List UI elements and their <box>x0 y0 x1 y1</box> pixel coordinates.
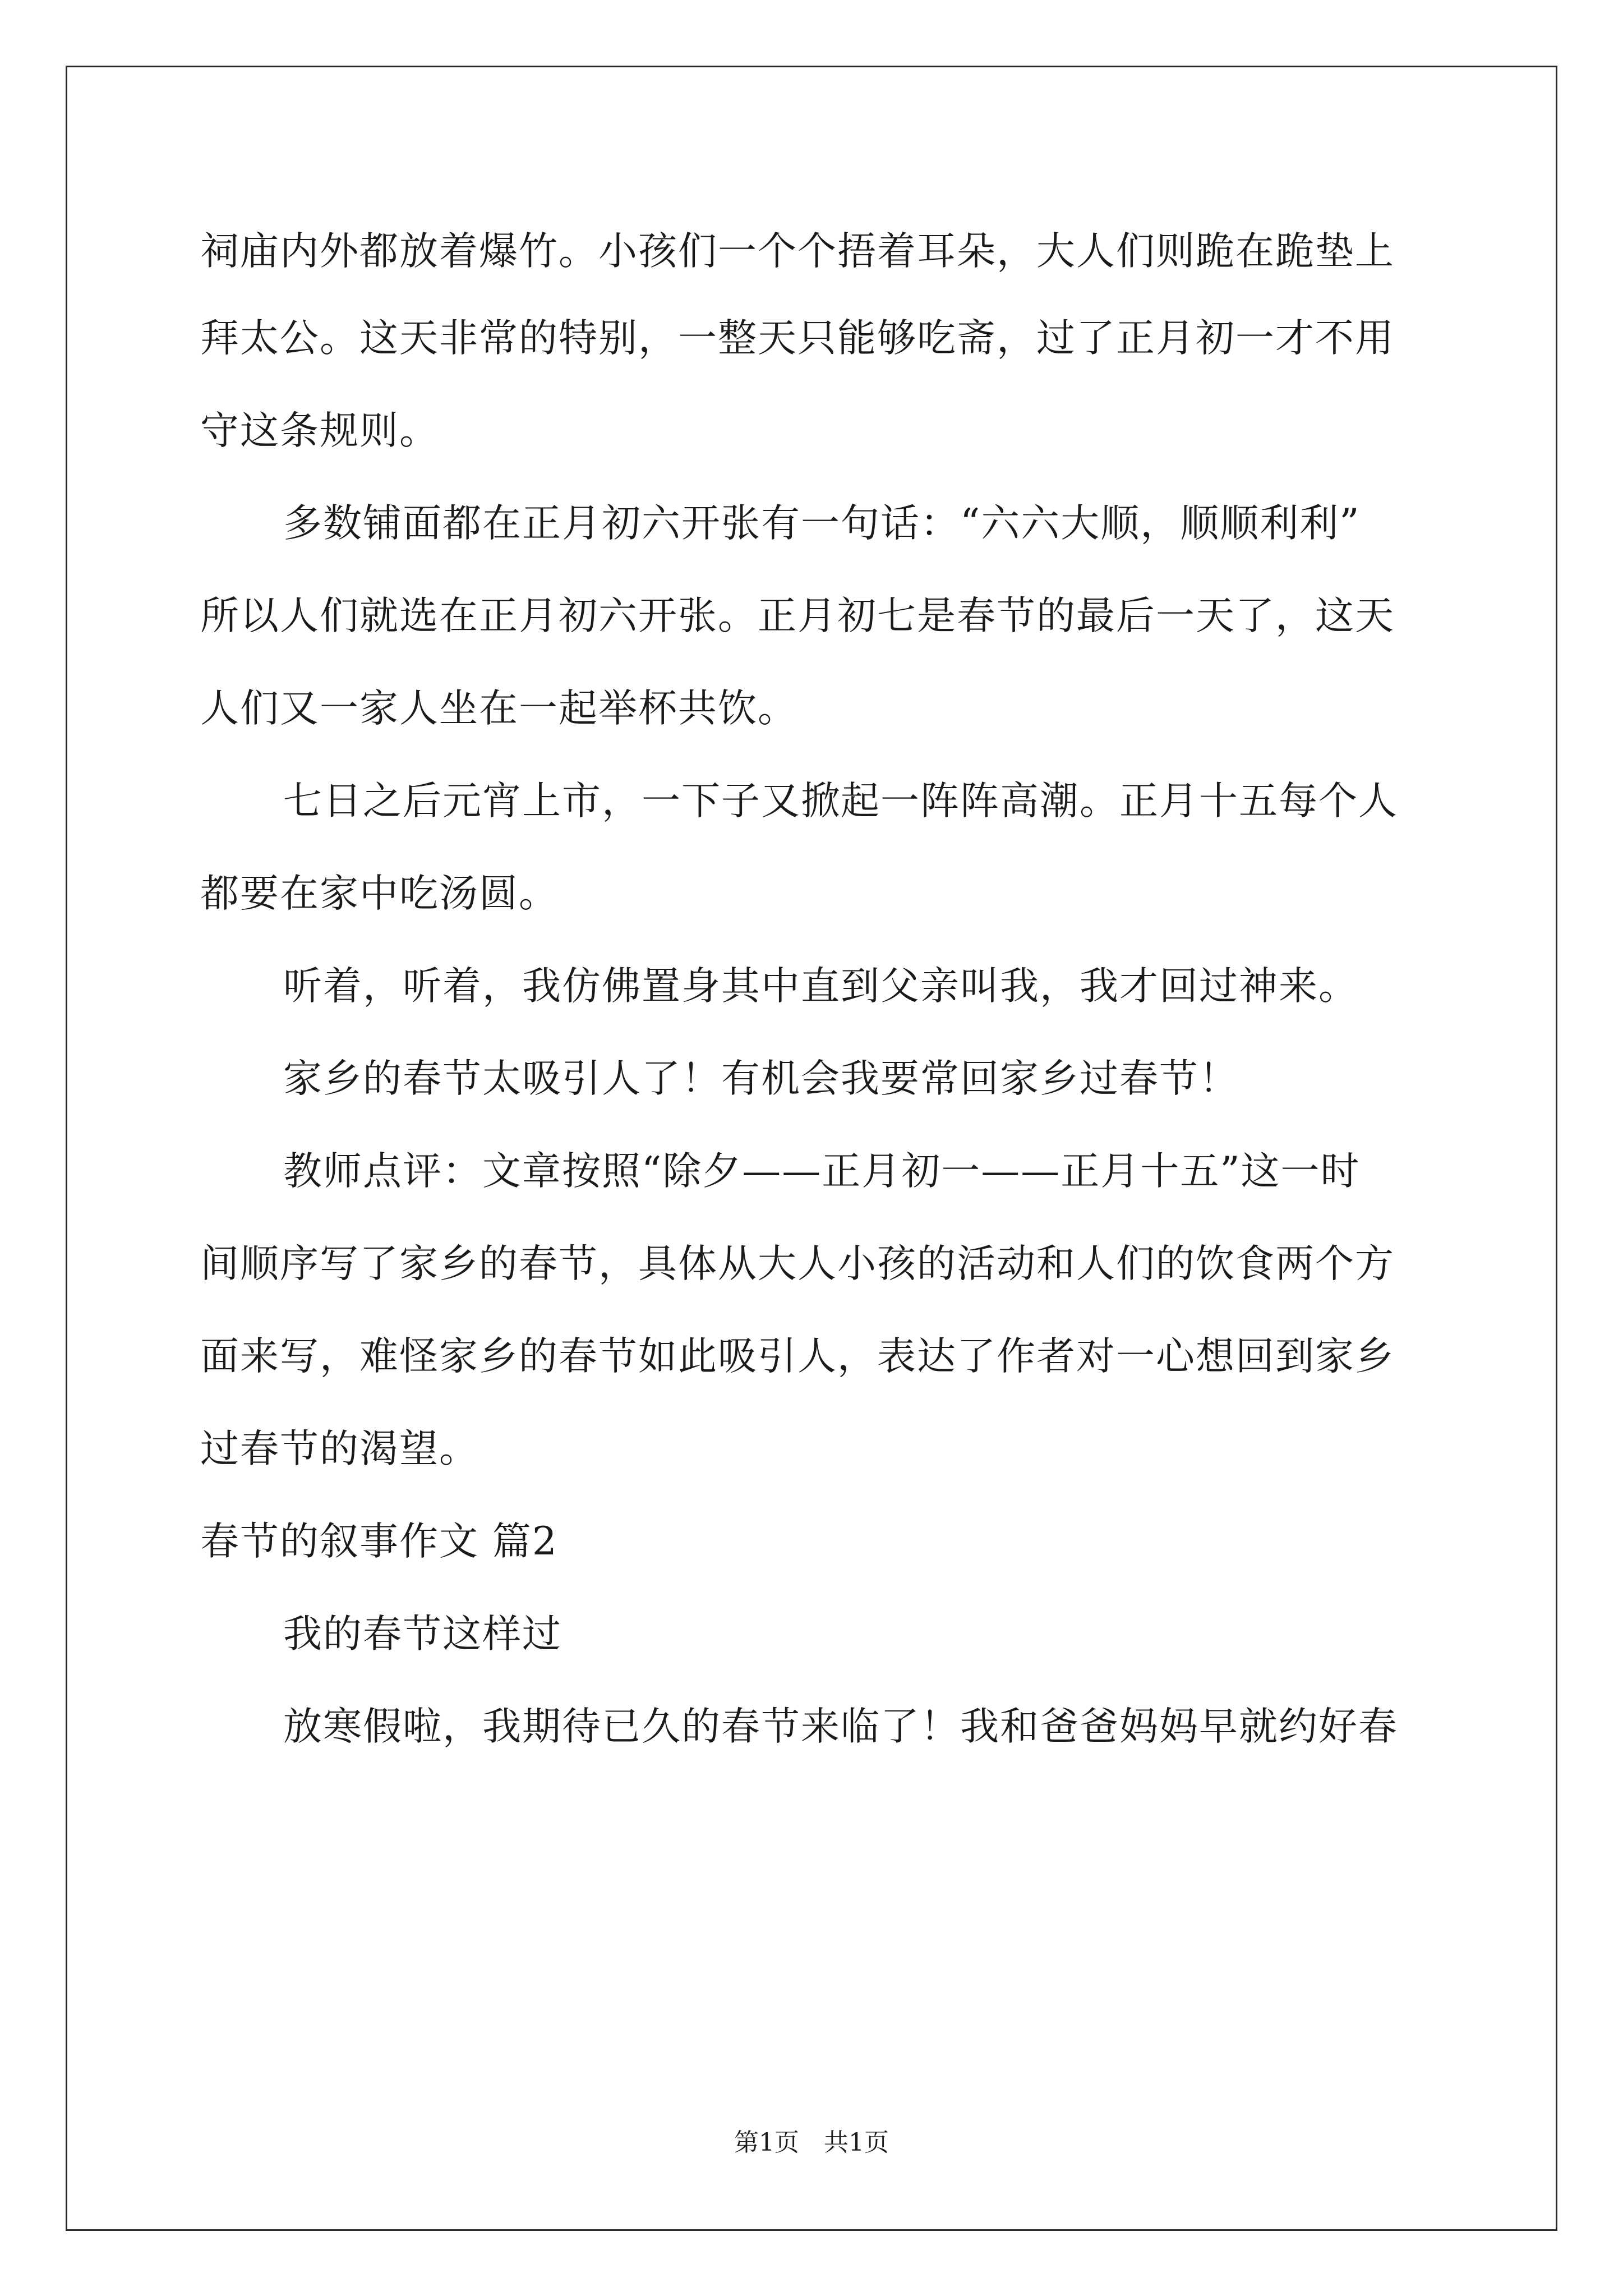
page-footer: 第1页 共1页 <box>734 2128 889 2157</box>
text-line: 都要在家中吃汤圆。 <box>200 871 559 916</box>
text-line: 拜太公。这天非常的特别，一整天只能够吃斋，过了正月初一才不用 <box>200 316 1395 361</box>
paragraph-start: 七日之后元宵上市，一下子又掀起一阵阵高潮。正月十五每个人 <box>283 779 1398 823</box>
text-line: 祠庙内外都放着爆竹。小孩们一个个捂着耳朵，大人们则跪在跪垫上 <box>200 229 1395 274</box>
paragraph-start: 多数铺面都在正月初六开张有一句话：“六六大顺，顺顺利利” <box>283 501 1361 546</box>
text-line: 守这条规则。 <box>200 408 439 453</box>
text-line: 人们又一家人坐在一起举杯共饮。 <box>200 686 797 731</box>
paragraph-start: 家乡的春节太吸引人了！有机会我要常回家乡过春节！ <box>283 1056 1239 1101</box>
text-line: 过春节的渴望。 <box>200 1427 479 1471</box>
paragraph-start: 教师点评：文章按照“除夕——正月初一——正月十五”这一时 <box>283 1149 1361 1194</box>
essay-title: 我的春节这样过 <box>283 1612 562 1657</box>
paragraph-start: 放寒假啦，我期待已久的春节来临了！我和爸爸妈妈早就约好春 <box>283 1704 1398 1749</box>
text-line: 间顺序写了家乡的春节，具体从大人小孩的活动和人们的饮食两个方 <box>200 1241 1395 1286</box>
text-line: 所以人们就选在正月初六开张。正月初七是春节的最后一天了，这天 <box>200 593 1395 638</box>
section-heading: 春节的叙事作文 篇2 <box>200 1519 558 1564</box>
text-line: 面来写，难怪家乡的春节如此吸引人，表达了作者对一心想回到家乡 <box>200 1334 1395 1379</box>
paragraph-start: 听着，听着，我仿佛置身其中直到父亲叫我，我才回过神来。 <box>283 964 1358 1009</box>
